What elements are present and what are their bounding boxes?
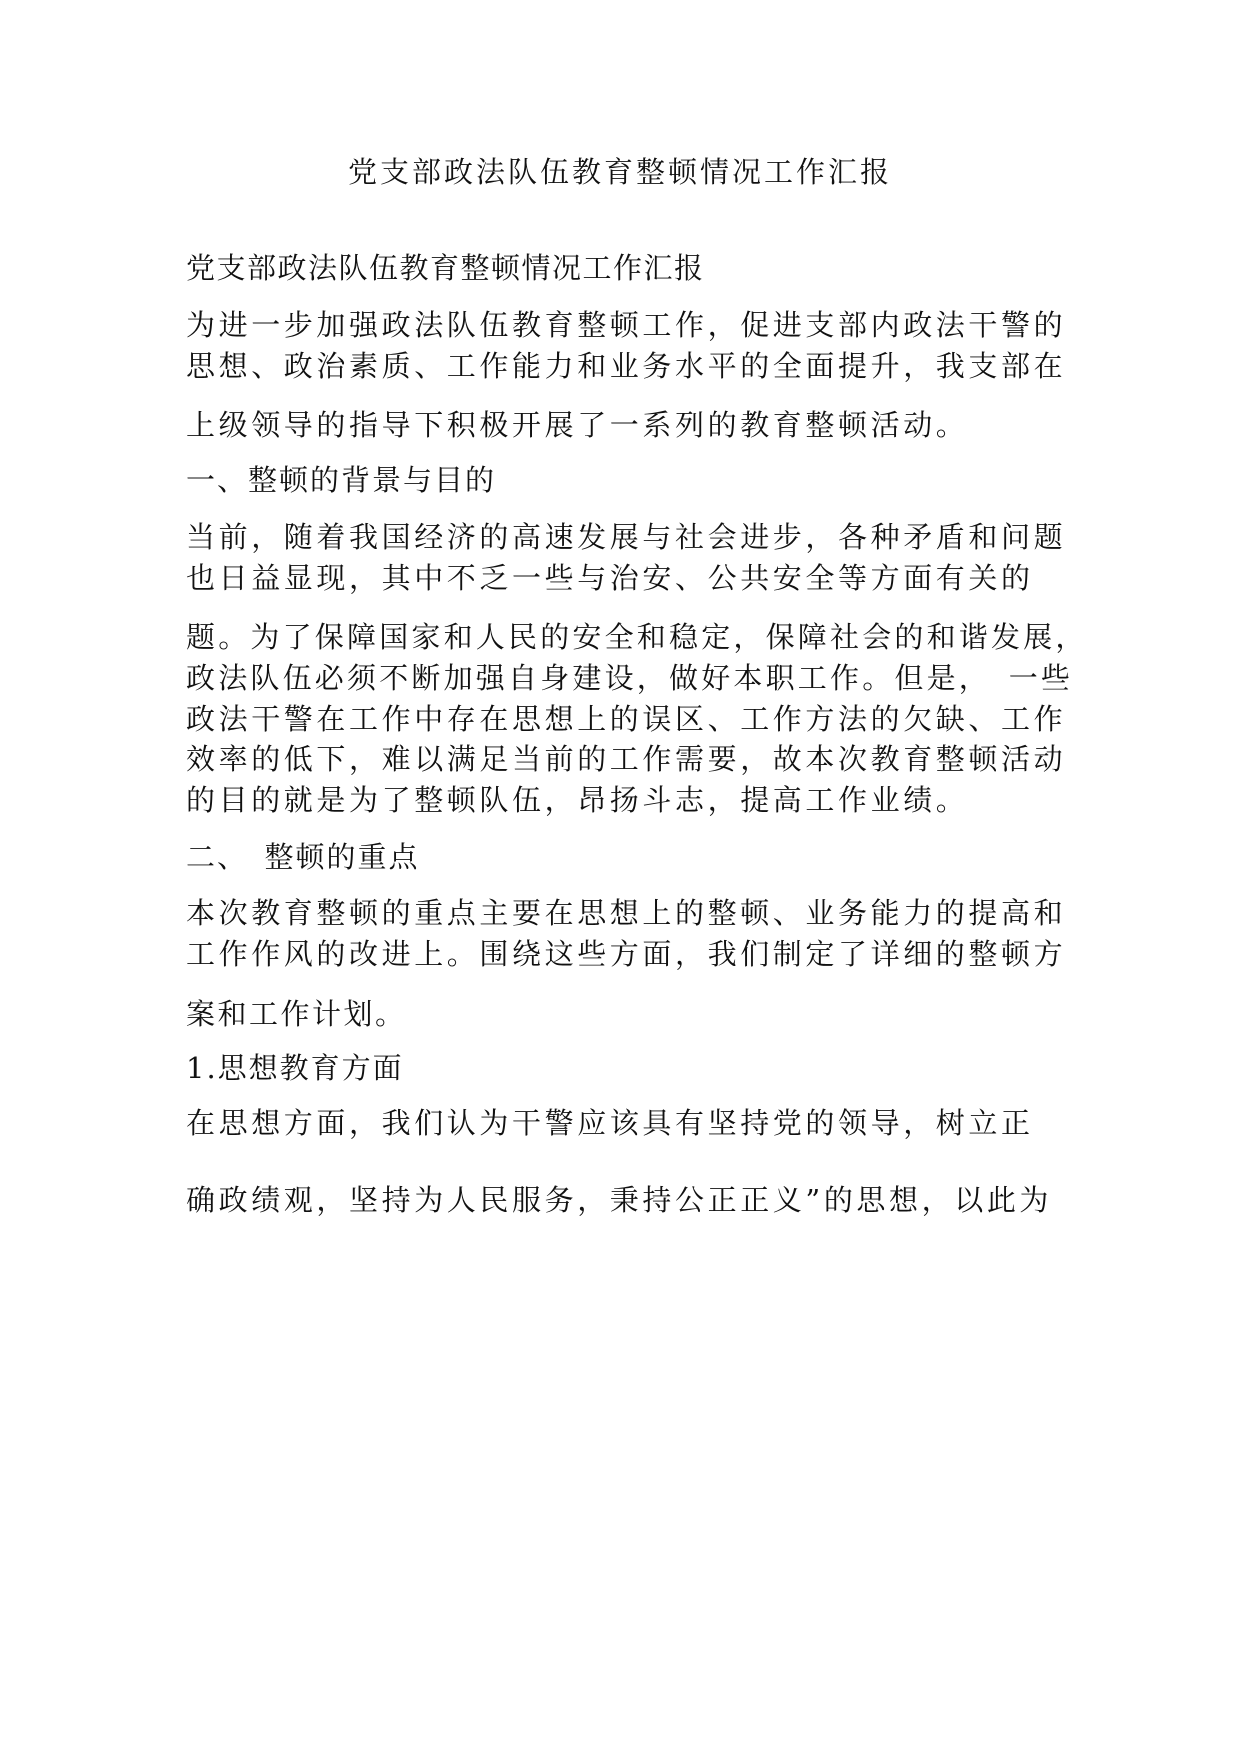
paragraph-line: 工作作风的改进上。围绕这些方面，我们制定了详细的整顿方 <box>186 937 1067 971</box>
paragraph-line: 也日益显现，其中不乏一些与治安、公共安全等方面有关的 <box>186 561 1034 595</box>
paragraph-line: 思想、政治素质、工作能力和业务水平的全面提升，我支部在 <box>186 349 1067 383</box>
subtitle-line: 党支部政法队伍教育整顿情况工作汇报 <box>186 251 705 285</box>
paragraph-line: 上级领导的指导下积极开展了一系列的教育整顿活动。 <box>186 408 969 442</box>
paragraph-line: 在思想方面，我们认为干警应该具有坚持党的领导，树立正 <box>186 1106 1034 1140</box>
section-heading-2: 二、 整顿的重点 <box>186 840 420 874</box>
paragraph-line: 政法队伍必须不断加强自身建设，做好本职工作。但是， 一些 <box>186 661 1074 695</box>
paragraph-line: 政法干警在工作中存在思想上的误区、工作方法的欠缺、工作 <box>186 702 1067 736</box>
paragraph-line: 案和工作计划。 <box>186 997 407 1031</box>
subsection-heading: 1.思想教育方面 <box>186 1051 404 1085</box>
paragraph-line: 题。为了保障国家和人民的安全和稳定，保障社会的和谐发展， <box>186 620 1088 654</box>
paragraph-line: 的目的就是为了整顿队伍，昂扬斗志，提高工作业绩。 <box>186 783 969 817</box>
section-heading-1: 一、整顿的背景与目的 <box>186 463 497 497</box>
paragraph-line: 当前，随着我国经济的高速发展与社会进步，各种矛盾和问题 <box>186 520 1067 554</box>
paragraph-line: 为进一步加强政法队伍教育整顿工作，促进支部内政法干警的 <box>186 308 1067 342</box>
paragraph-line: 本次教育整顿的重点主要在思想上的整顿、业务能力的提高和 <box>186 896 1067 930</box>
paragraph-line: 确政绩观，坚持为人民服务，秉持公正正义”的思想，以此为 <box>186 1183 1053 1217</box>
paragraph-line: 效率的低下，难以满足当前的工作需要，故本次教育整顿活动 <box>186 742 1067 776</box>
document-title: 党支部政法队伍教育整顿情况工作汇报 <box>347 155 892 189</box>
